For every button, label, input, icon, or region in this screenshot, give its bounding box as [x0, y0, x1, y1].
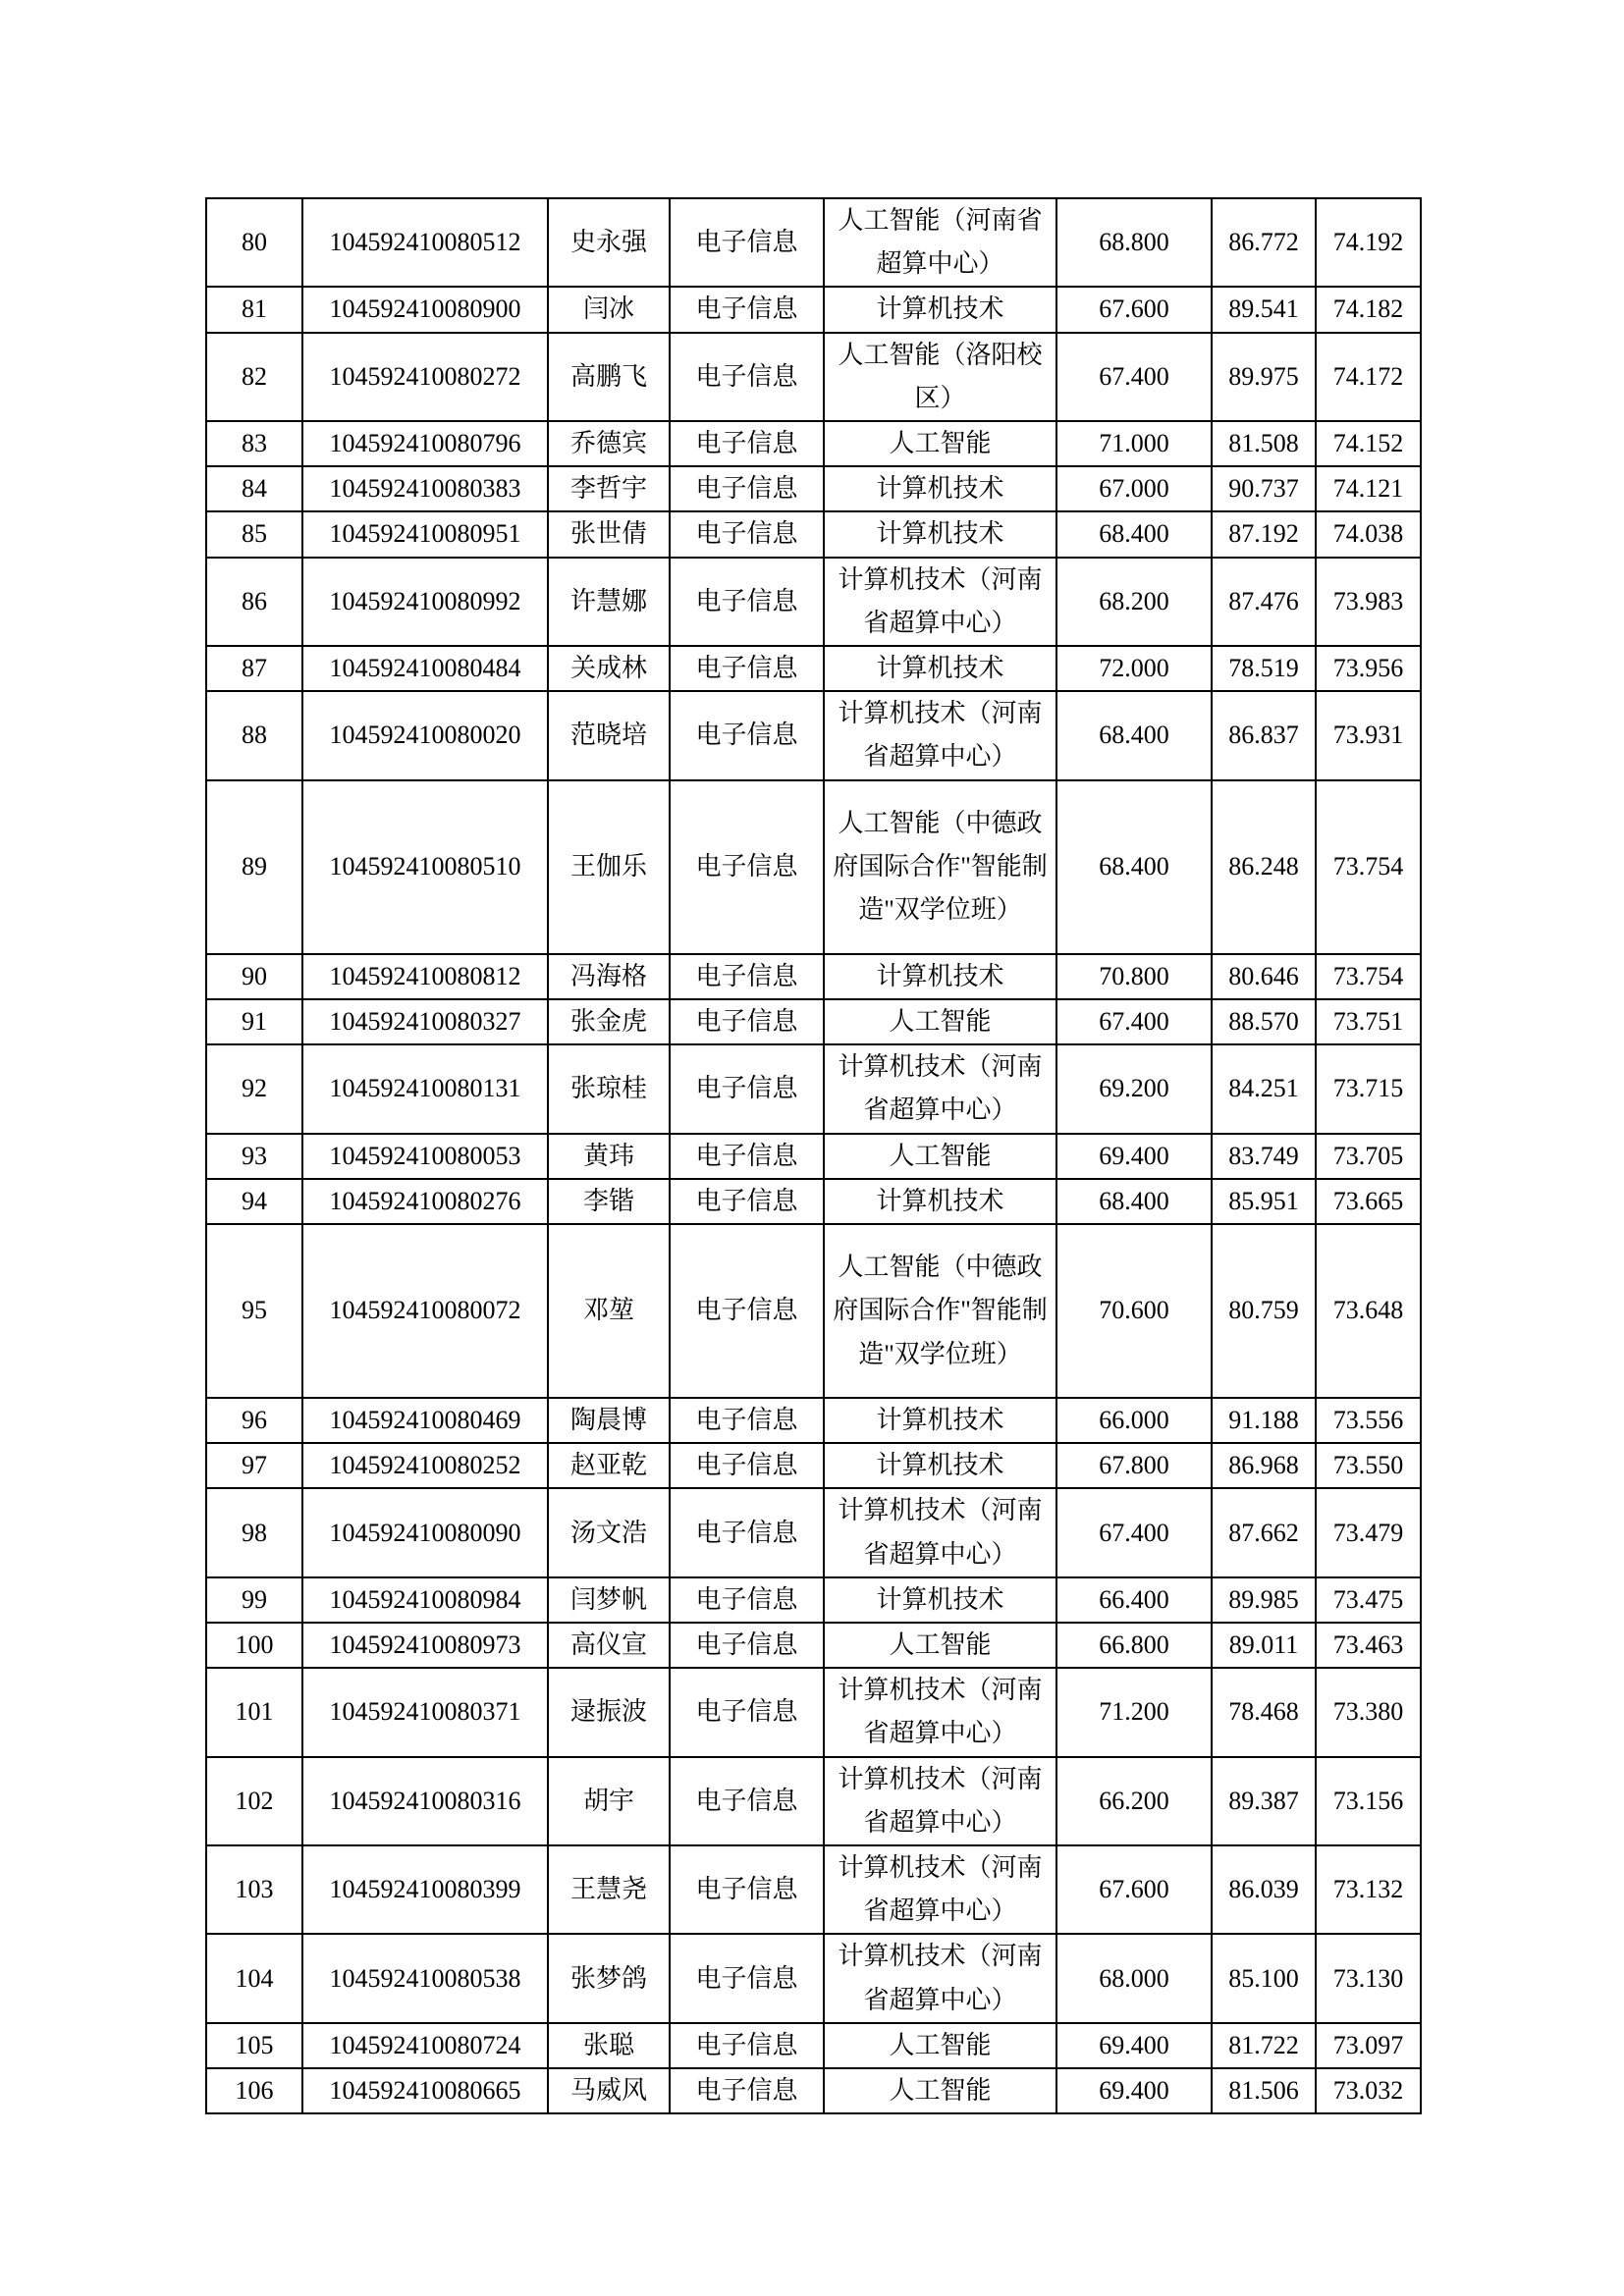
total-score-cell: 73.475 — [1316, 1577, 1421, 1623]
retest-score-cell: 89.975 — [1212, 333, 1316, 421]
major-cell: 计算机技术 — [824, 1443, 1056, 1488]
name-cell: 高仪宣 — [548, 1623, 670, 1668]
category-cell: 电子信息 — [670, 780, 824, 954]
table-row — [206, 1623, 1421, 1668]
retest-score-cell: 86.772 — [1212, 198, 1316, 287]
table-row — [206, 1179, 1421, 1224]
retest-score-cell: 89.387 — [1212, 1757, 1316, 1845]
retest-score-cell: 89.985 — [1212, 1577, 1316, 1623]
candidate-id-cell: 104592410080072 — [302, 1224, 548, 1398]
preliminary-score-cell: 68.000 — [1056, 1934, 1212, 2022]
major-cell: 计算机技术 — [824, 646, 1056, 691]
category-cell: 电子信息 — [670, 646, 824, 691]
candidate-id-cell: 104592410080984 — [302, 1577, 548, 1623]
total-score-cell: 73.751 — [1316, 999, 1421, 1044]
candidate-id-cell: 104592410080812 — [302, 954, 548, 999]
name-cell: 张世倩 — [548, 511, 670, 557]
total-score-cell: 73.380 — [1316, 1668, 1421, 1756]
total-score-cell: 73.715 — [1316, 1044, 1421, 1133]
rank-cell: 88 — [206, 691, 302, 779]
total-score-cell: 74.038 — [1316, 511, 1421, 557]
table-row — [206, 1044, 1421, 1133]
category-cell: 电子信息 — [670, 1577, 824, 1623]
total-score-cell: 73.705 — [1316, 1134, 1421, 1179]
table-row — [206, 780, 1421, 954]
preliminary-score-cell: 66.200 — [1056, 1757, 1212, 1845]
table-row — [206, 1668, 1421, 1756]
rank-cell: 103 — [206, 1845, 302, 1934]
table-row — [206, 2068, 1421, 2113]
rank-cell: 98 — [206, 1488, 302, 1576]
major-cell: 人工智能 — [824, 2068, 1056, 2113]
preliminary-score-cell: 67.600 — [1056, 287, 1212, 332]
name-cell: 李哲宇 — [548, 466, 670, 511]
table-row — [206, 1398, 1421, 1443]
name-cell: 关成林 — [548, 646, 670, 691]
rank-cell: 91 — [206, 999, 302, 1044]
candidate-id-cell: 104592410080053 — [302, 1134, 548, 1179]
retest-score-cell: 80.646 — [1212, 954, 1316, 999]
retest-score-cell: 84.251 — [1212, 1044, 1316, 1133]
retest-score-cell: 86.968 — [1212, 1443, 1316, 1488]
table-row — [206, 466, 1421, 511]
name-cell: 张金虎 — [548, 999, 670, 1044]
rank-cell: 90 — [206, 954, 302, 999]
major-cell: 计算机技术 — [824, 466, 1056, 511]
category-cell: 电子信息 — [670, 2023, 824, 2068]
name-cell: 张琼桂 — [548, 1044, 670, 1133]
retest-score-cell: 78.519 — [1212, 646, 1316, 691]
rank-cell: 102 — [206, 1757, 302, 1845]
major-cell: 计算机技术（河南省超算中心） — [824, 1757, 1056, 1845]
major-cell: 人工智能（洛阳校区） — [824, 333, 1056, 421]
retest-score-cell: 91.188 — [1212, 1398, 1316, 1443]
candidate-id-cell: 104592410080399 — [302, 1845, 548, 1934]
candidate-id-cell: 104592410080951 — [302, 511, 548, 557]
name-cell: 陶晨博 — [548, 1398, 670, 1443]
category-cell: 电子信息 — [670, 2068, 824, 2113]
major-cell: 人工智能 — [824, 2023, 1056, 2068]
name-cell: 史永强 — [548, 198, 670, 287]
total-score-cell: 73.156 — [1316, 1757, 1421, 1845]
name-cell: 张梦鸽 — [548, 1934, 670, 2022]
candidate-id-cell: 104592410080665 — [302, 2068, 548, 2113]
candidate-id-cell: 104592410080272 — [302, 333, 548, 421]
name-cell: 王伽乐 — [548, 780, 670, 954]
major-cell: 计算机技术（河南省超算中心） — [824, 691, 1056, 779]
category-cell: 电子信息 — [670, 1934, 824, 2022]
category-cell: 电子信息 — [670, 1443, 824, 1488]
retest-score-cell: 78.468 — [1212, 1668, 1316, 1756]
preliminary-score-cell: 68.200 — [1056, 558, 1212, 646]
category-cell: 电子信息 — [670, 558, 824, 646]
retest-score-cell: 89.541 — [1212, 287, 1316, 332]
major-cell: 计算机技术（河南省超算中心） — [824, 1044, 1056, 1133]
total-score-cell: 74.172 — [1316, 333, 1421, 421]
retest-score-cell: 87.192 — [1212, 511, 1316, 557]
rank-cell: 81 — [206, 287, 302, 332]
major-cell: 计算机技术（河南省超算中心） — [824, 1845, 1056, 1934]
preliminary-score-cell: 67.400 — [1056, 333, 1212, 421]
category-cell: 电子信息 — [670, 511, 824, 557]
retest-score-cell: 86.837 — [1212, 691, 1316, 779]
major-cell: 计算机技术 — [824, 1398, 1056, 1443]
retest-score-cell: 89.011 — [1212, 1623, 1316, 1668]
preliminary-score-cell: 69.200 — [1056, 1044, 1212, 1133]
preliminary-score-cell: 67.000 — [1056, 466, 1212, 511]
category-cell: 电子信息 — [670, 999, 824, 1044]
retest-score-cell: 81.722 — [1212, 2023, 1316, 2068]
rank-cell: 106 — [206, 2068, 302, 2113]
retest-score-cell: 87.476 — [1212, 558, 1316, 646]
name-cell: 汤文浩 — [548, 1488, 670, 1576]
preliminary-score-cell: 68.400 — [1056, 1179, 1212, 1224]
table-row — [206, 333, 1421, 421]
rank-cell: 94 — [206, 1179, 302, 1224]
table-row — [206, 954, 1421, 999]
table-row — [206, 1757, 1421, 1845]
major-cell: 计算机技术（河南省超算中心） — [824, 1488, 1056, 1576]
candidate-id-cell: 104592410080371 — [302, 1668, 548, 1756]
rank-cell: 89 — [206, 780, 302, 954]
preliminary-score-cell: 66.400 — [1056, 1577, 1212, 1623]
total-score-cell: 73.665 — [1316, 1179, 1421, 1224]
rank-cell: 83 — [206, 421, 302, 466]
name-cell: 范晓培 — [548, 691, 670, 779]
preliminary-score-cell: 70.800 — [1056, 954, 1212, 999]
total-score-cell: 73.754 — [1316, 780, 1421, 954]
major-cell: 计算机技术（河南省超算中心） — [824, 1668, 1056, 1756]
candidate-id-cell: 104592410080276 — [302, 1179, 548, 1224]
name-cell: 赵亚乾 — [548, 1443, 670, 1488]
total-score-cell: 73.097 — [1316, 2023, 1421, 2068]
candidate-id-cell: 104592410080316 — [302, 1757, 548, 1845]
rank-cell: 93 — [206, 1134, 302, 1179]
category-cell: 电子信息 — [670, 1224, 824, 1398]
preliminary-score-cell: 66.000 — [1056, 1398, 1212, 1443]
total-score-cell: 73.556 — [1316, 1398, 1421, 1443]
category-cell: 电子信息 — [670, 1134, 824, 1179]
total-score-cell: 73.032 — [1316, 2068, 1421, 2113]
total-score-cell: 74.152 — [1316, 421, 1421, 466]
preliminary-score-cell: 69.400 — [1056, 2023, 1212, 2068]
rank-cell: 84 — [206, 466, 302, 511]
candidate-id-cell: 104592410080252 — [302, 1443, 548, 1488]
rank-cell: 105 — [206, 2023, 302, 2068]
category-cell: 电子信息 — [670, 333, 824, 421]
retest-score-cell: 85.100 — [1212, 1934, 1316, 2022]
candidate-id-cell: 104592410080510 — [302, 780, 548, 954]
retest-score-cell: 80.759 — [1212, 1224, 1316, 1398]
total-score-cell: 74.121 — [1316, 466, 1421, 511]
retest-score-cell: 87.662 — [1212, 1488, 1316, 1576]
admission-score-table — [205, 197, 1422, 2114]
name-cell: 乔德宾 — [548, 421, 670, 466]
retest-score-cell: 86.248 — [1212, 780, 1316, 954]
total-score-cell: 73.132 — [1316, 1845, 1421, 1934]
major-cell: 计算机技术（河南省超算中心） — [824, 1934, 1056, 2022]
name-cell: 王慧尧 — [548, 1845, 670, 1934]
preliminary-score-cell: 71.200 — [1056, 1668, 1212, 1756]
category-cell: 电子信息 — [670, 1044, 824, 1133]
total-score-cell: 73.479 — [1316, 1488, 1421, 1576]
name-cell: 闫冰 — [548, 287, 670, 332]
major-cell: 人工智能 — [824, 1134, 1056, 1179]
rank-cell: 101 — [206, 1668, 302, 1756]
table-row — [206, 1488, 1421, 1576]
retest-score-cell: 81.508 — [1212, 421, 1316, 466]
preliminary-score-cell: 66.800 — [1056, 1623, 1212, 1668]
total-score-cell: 73.956 — [1316, 646, 1421, 691]
candidate-id-cell: 104592410080327 — [302, 999, 548, 1044]
preliminary-score-cell: 69.400 — [1056, 1134, 1212, 1179]
major-cell: 计算机技术 — [824, 287, 1056, 332]
table-row — [206, 558, 1421, 646]
name-cell: 李锴 — [548, 1179, 670, 1224]
preliminary-score-cell: 67.800 — [1056, 1443, 1212, 1488]
total-score-cell: 73.754 — [1316, 954, 1421, 999]
retest-score-cell: 85.951 — [1212, 1179, 1316, 1224]
rank-cell: 86 — [206, 558, 302, 646]
major-cell: 人工智能 — [824, 421, 1056, 466]
rank-cell: 87 — [206, 646, 302, 691]
preliminary-score-cell: 71.000 — [1056, 421, 1212, 466]
preliminary-score-cell: 69.400 — [1056, 2068, 1212, 2113]
rank-cell: 92 — [206, 1044, 302, 1133]
total-score-cell: 73.463 — [1316, 1623, 1421, 1668]
candidate-id-cell: 104592410080131 — [302, 1044, 548, 1133]
category-cell: 电子信息 — [670, 1845, 824, 1934]
candidate-id-cell: 104592410080020 — [302, 691, 548, 779]
category-cell: 电子信息 — [670, 1179, 824, 1224]
rank-cell: 85 — [206, 511, 302, 557]
major-cell: 计算机技术 — [824, 511, 1056, 557]
name-cell: 许慧娜 — [548, 558, 670, 646]
rank-cell: 104 — [206, 1934, 302, 2022]
total-score-cell: 73.983 — [1316, 558, 1421, 646]
rank-cell: 99 — [206, 1577, 302, 1623]
preliminary-score-cell: 68.400 — [1056, 691, 1212, 779]
preliminary-score-cell: 67.400 — [1056, 1488, 1212, 1576]
preliminary-score-cell: 68.800 — [1056, 198, 1212, 287]
retest-score-cell: 86.039 — [1212, 1845, 1316, 1934]
category-cell: 电子信息 — [670, 1623, 824, 1668]
major-cell: 计算机技术 — [824, 1577, 1056, 1623]
total-score-cell: 74.192 — [1316, 198, 1421, 287]
name-cell: 马威风 — [548, 2068, 670, 2113]
table-row — [206, 198, 1421, 287]
rank-cell: 100 — [206, 1623, 302, 1668]
rank-cell: 97 — [206, 1443, 302, 1488]
preliminary-score-cell: 72.000 — [1056, 646, 1212, 691]
category-cell: 电子信息 — [670, 421, 824, 466]
total-score-cell: 73.550 — [1316, 1443, 1421, 1488]
major-cell: 人工智能 — [824, 999, 1056, 1044]
category-cell: 电子信息 — [670, 1488, 824, 1576]
candidate-id-cell: 104592410080538 — [302, 1934, 548, 2022]
candidate-id-cell: 104592410080796 — [302, 421, 548, 466]
retest-score-cell: 83.749 — [1212, 1134, 1316, 1179]
candidate-id-cell: 104592410080992 — [302, 558, 548, 646]
category-cell: 电子信息 — [670, 954, 824, 999]
category-cell: 电子信息 — [670, 691, 824, 779]
rank-cell: 95 — [206, 1224, 302, 1398]
candidate-id-cell: 104592410080973 — [302, 1623, 548, 1668]
total-score-cell: 73.648 — [1316, 1224, 1421, 1398]
retest-score-cell: 90.737 — [1212, 466, 1316, 511]
candidate-id-cell: 104592410080469 — [302, 1398, 548, 1443]
retest-score-cell: 81.506 — [1212, 2068, 1316, 2113]
category-cell: 电子信息 — [670, 198, 824, 287]
name-cell: 高鹏飞 — [548, 333, 670, 421]
total-score-cell: 74.182 — [1316, 287, 1421, 332]
candidate-id-cell: 104592410080724 — [302, 2023, 548, 2068]
major-cell: 人工智能（河南省超算中心） — [824, 198, 1056, 287]
preliminary-score-cell: 67.400 — [1056, 999, 1212, 1044]
table-row — [206, 1577, 1421, 1623]
name-cell: 闫梦帆 — [548, 1577, 670, 1623]
name-cell: 张聪 — [548, 2023, 670, 2068]
table-row — [206, 646, 1421, 691]
rank-cell: 96 — [206, 1398, 302, 1443]
total-score-cell: 73.931 — [1316, 691, 1421, 779]
candidate-id-cell: 104592410080383 — [302, 466, 548, 511]
category-cell: 电子信息 — [670, 287, 824, 332]
table-body — [206, 198, 1421, 2113]
table-row — [206, 1934, 1421, 2022]
table-row — [206, 1134, 1421, 1179]
table-row — [206, 999, 1421, 1044]
major-cell: 人工智能（中德政府国际合作"智能制造"双学位班） — [824, 1224, 1056, 1398]
candidate-id-cell: 104592410080512 — [302, 198, 548, 287]
major-cell: 人工智能（中德政府国际合作"智能制造"双学位班） — [824, 780, 1056, 954]
table-row — [206, 511, 1421, 557]
name-cell: 冯海格 — [548, 954, 670, 999]
name-cell: 邓堃 — [548, 1224, 670, 1398]
category-cell: 电子信息 — [670, 1757, 824, 1845]
preliminary-score-cell: 70.600 — [1056, 1224, 1212, 1398]
table-row — [206, 2023, 1421, 2068]
name-cell: 胡宇 — [548, 1757, 670, 1845]
rank-cell: 82 — [206, 333, 302, 421]
preliminary-score-cell: 68.400 — [1056, 780, 1212, 954]
table-row — [206, 287, 1421, 332]
total-score-cell: 73.130 — [1316, 1934, 1421, 2022]
major-cell: 计算机技术 — [824, 954, 1056, 999]
major-cell: 人工智能 — [824, 1623, 1056, 1668]
retest-score-cell: 88.570 — [1212, 999, 1316, 1044]
category-cell: 电子信息 — [670, 466, 824, 511]
category-cell: 电子信息 — [670, 1398, 824, 1443]
preliminary-score-cell: 67.600 — [1056, 1845, 1212, 1934]
name-cell: 黄玮 — [548, 1134, 670, 1179]
candidate-id-cell: 104592410080090 — [302, 1488, 548, 1576]
preliminary-score-cell: 68.400 — [1056, 511, 1212, 557]
name-cell: 逯振波 — [548, 1668, 670, 1756]
major-cell: 计算机技术 — [824, 1179, 1056, 1224]
table-row — [206, 691, 1421, 779]
major-cell: 计算机技术（河南省超算中心） — [824, 558, 1056, 646]
candidate-id-cell: 104592410080900 — [302, 287, 548, 332]
rank-cell: 80 — [206, 198, 302, 287]
table-row — [206, 1845, 1421, 1934]
table-row — [206, 1224, 1421, 1398]
candidate-id-cell: 104592410080484 — [302, 646, 548, 691]
table-row — [206, 1443, 1421, 1488]
category-cell: 电子信息 — [670, 1668, 824, 1756]
table-row — [206, 421, 1421, 466]
